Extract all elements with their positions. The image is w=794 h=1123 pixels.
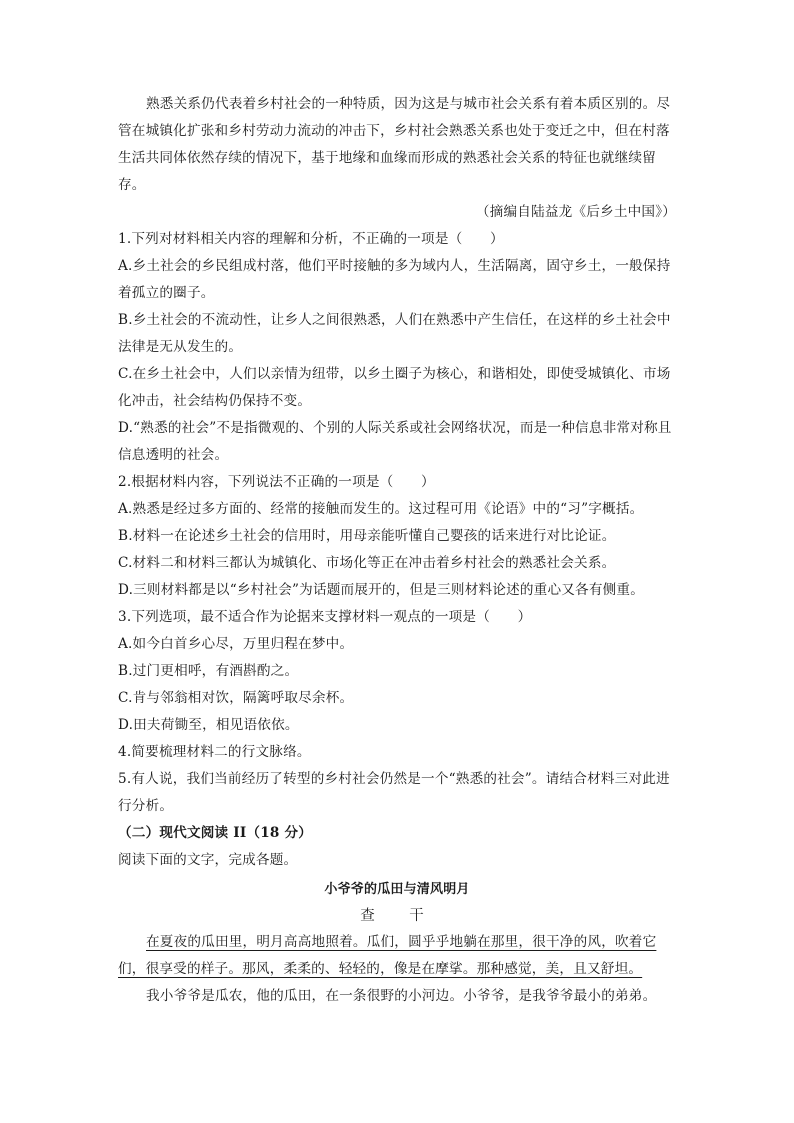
instruction: 阅读下面的文字，完成各题。 [118, 852, 298, 868]
question-3-option-a: A.如今白首乡心尽，万里归程在梦中。 [118, 636, 354, 652]
question-3-option-b: B.过门更相呼，有酒斟酌之。 [118, 663, 299, 679]
question-5: 5.有人说，我们当前经历了转型的乡村社会仍然是一个“熟悉的社会”。请结合材料三对此进行分析。 [118, 771, 670, 814]
document-page [118, 91, 676, 1010]
story-paragraph-1 [118, 929, 676, 983]
question-3-option-d: D.田夫荷锄至，相见语依依。 [118, 717, 299, 733]
question-1-option-d: D.“熟悉的社会”不是指微观的、个别的人际关系或社会网络状况，而是一种信息非常对称且信息透明的社会。 [118, 420, 672, 463]
question-2-stem: 2.根据材料内容，下列说法不正确的一项是（ ） [118, 474, 435, 490]
question-2-option-a: A.熟悉是经过多方面的、经常的接触而发生的。这过程可用《论语》中的“习”字概括。 [118, 501, 644, 517]
question-2-option-d: D.三则材料都是以“乡村社会”为话题而展开的，但是三则材料论述的重心又各有侧重。 [118, 582, 645, 598]
question-2-option-c: C.材料二和材料三都认为城镇化、市场化等正在冲击着乡村社会的熟悉社会关系。 [118, 555, 616, 571]
passage-paragraph: 熟悉关系仍代表着乡村社会的一种特质，因为这是与城市社会关系有着本质区别的。尽管在城镇化扩张和乡村劳动力流动的冲击下，乡村社会熟悉关系也处于变迁之中，但在村落生活共同体依然存续的情况下，基于地缘和血缘而形成的熟悉社会关系的特征也就继续留存。 [118, 96, 671, 193]
question-4: 4.简要梳理材料二的行文脉络。 [118, 744, 311, 760]
question-3-stem: 3.下列选项，最不适合作为论据来支撑材料一观点的一项是（ ） [118, 609, 532, 625]
section-heading: （二）现代文阅读 II（18 分） [118, 825, 313, 841]
question-2-option-b: B.材料一在论述乡土社会的信用时，用母亲能听懂自己婴孩的话来进行对比论证。 [118, 528, 616, 544]
underlined-passage: 在夏夜的瓜田里，明月高高地照着。瓜们，圆乎乎地躺在那里，很干净的风，吹着它们，很享受的样子。那风，柔柔的、轻轻的，像是在摩挲。那种感觉，美，且又舒坦。 [118, 934, 657, 977]
question-1-option-a: A.乡土社会的乡民组成村落，他们平时接触的多为域内人，生活隔离，固守乡土，一般保持着孤立的圈子。 [118, 258, 671, 301]
question-3-option-c: C.肯与邻翁相对饮，隔篱呼取尽余杯。 [118, 690, 354, 706]
source-note: （摘编自陆益龙《后乡土中国》） [475, 204, 676, 220]
question-1-option-c: C.在乡土社会中，人们以亲情为纽带，以乡土圈子为核心，和谐相处，即使受城镇化、市场化冲击，社会结构仍保持不变。 [118, 366, 671, 409]
question-1-stem: 1.下列对材料相关内容的理解和分析，不正确的一项是（ ） [118, 231, 504, 247]
story-author: 查 干 [360, 908, 434, 924]
question-1-option-b: B.乡土社会的不流动性，让乡人之间很熟悉，人们在熟悉中产生信任，在这样的乡土社会中法律是无从发生的。 [118, 312, 671, 355]
story-title: 小爷爷的瓜田与清风明月 [324, 882, 470, 897]
story-paragraph-2: 我小爷爷是瓜农，他的瓜田，在一条很野的小河边。小爷爷，是我爷爷最小的弟弟。 [146, 988, 657, 1004]
